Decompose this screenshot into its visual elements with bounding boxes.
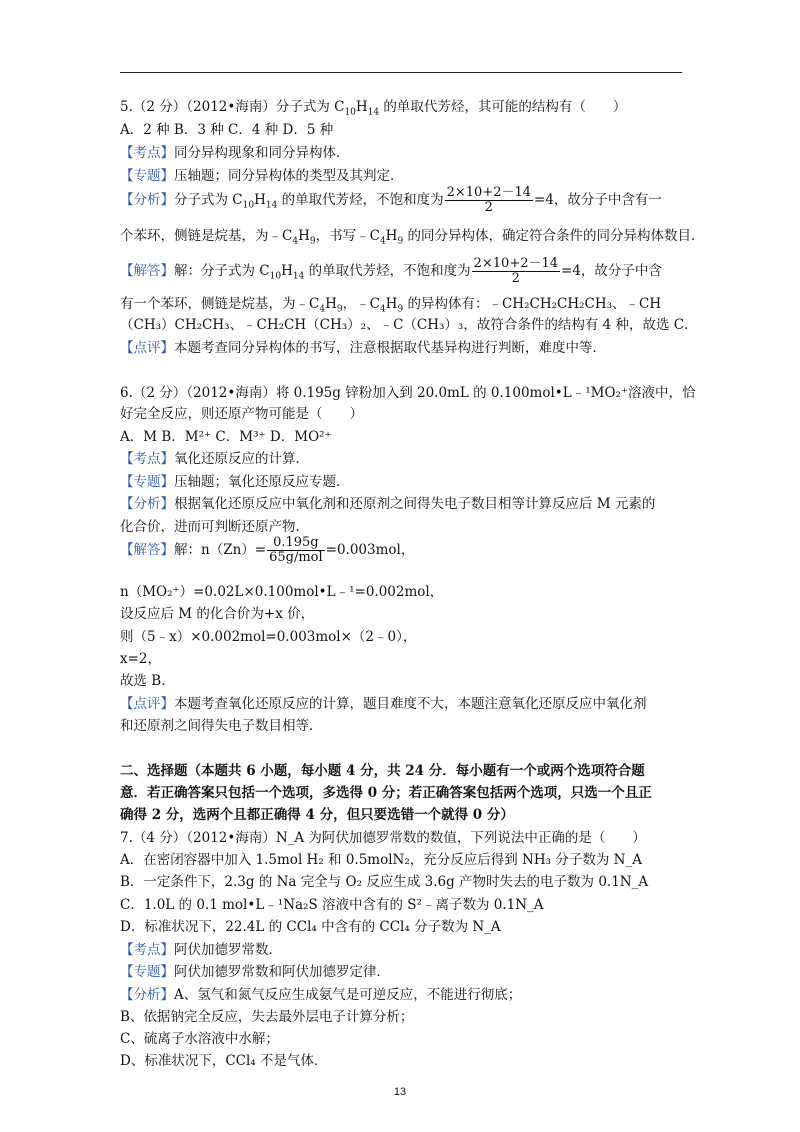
q6-fenxi-line2: 化合价，进而可判断还原产物． bbox=[120, 519, 309, 535]
q5-zhuanti: 【专题】压轴题；同分异构体的类型及其判定． bbox=[120, 168, 404, 184]
q7-fenxi-line4: D、标准状况下，CCl₄ 不是气体． bbox=[120, 1053, 328, 1069]
section2-heading-line1: 二、选择题（本题共 6 小题，每小题 4 分，共 24 分．每小题有一个或两个选项符合题 bbox=[120, 763, 645, 779]
q7-stem: 7.（4 分）（2012•海南）N_A 为阿伏加德罗常数的数值，下列说法中正确的是（ ） bbox=[120, 830, 646, 846]
q7-option-c: C．1.0L 的 0.1 mol•L﹣¹Na₂S 溶液中含有的 S²﹣离子数为 0.1N_A bbox=[120, 897, 544, 913]
q6-options: A．M B．M²⁺ C．M³⁺ D．MO²⁺ bbox=[120, 429, 332, 445]
q6-line4: 则（5﹣x）×0.002mol=0.003mol×（2﹣0）， bbox=[120, 629, 417, 645]
q5-fraction-1: $\frac{2\times 10+2-14}{2}$ bbox=[446, 185, 532, 215]
q6-line6: 故选 B． bbox=[120, 673, 175, 689]
q7-fenxi-line3: C、硫离子水溶液中水解； bbox=[120, 1031, 279, 1047]
q5-options: A．2 种 B．3 种 C．4 种 D．5 种 bbox=[120, 122, 334, 138]
q6-fraction: $\frac{0.195g}{\text{65g/mol}}$ bbox=[269, 535, 323, 565]
q5-fraction-2: $\frac{2\times 10+2-14}{2}$ bbox=[473, 256, 559, 286]
q6-line2: n（MO₂⁺）=0.02L×0.100mol•L﹣¹=0.002mol， bbox=[120, 584, 444, 600]
q6-jieda-line1: 【解答】解：n（Zn）= $\frac{0.195g}{\text{65g/mol}}$ =0.003mol， bbox=[120, 535, 415, 565]
q6-zhuanti: 【专题】压轴题；氧化还原反应专题． bbox=[120, 474, 350, 490]
q5-fenxi-line2: 个苯环，侧链是烷基，为$﹣C_4H_9$，书写$﹣C_4H_9$ 的同分异构体，确定符合条件的同分异构体数目． bbox=[120, 228, 705, 247]
page-number: 13 bbox=[393, 1086, 407, 1098]
q6-line5: x=2， bbox=[120, 651, 162, 667]
q7-option-a: A．在密闭容器中加入 1.5mol H₂ 和 0.5molN₂，充分反应后得到 NH₃ 分子数为 N_A bbox=[120, 852, 642, 868]
q6-kaodian: 【考点】氧化还原反应的计算． bbox=[120, 451, 309, 467]
section2-heading-line3: 确得 2 分，选两个且都正确得 4 分，但只要选错一个就得 0 分） bbox=[120, 807, 514, 823]
q5-jieda-line3: （CH₃）CH₂CH₃、﹣CH₂CH（CH₃）₂、﹣C（CH₃）₃，故符合条件的结构有 4 种，故选 C． bbox=[120, 317, 698, 333]
q7-option-d: D．标准状况下，22.4L 的 CCl₄ 中含有的 CCl₄ 分子数为 N_A bbox=[120, 919, 501, 935]
q7-fenxi-line1: 【分析】A、氢气和氮气反应生成氨气是可逆反应，不能进行彻底； bbox=[120, 987, 522, 1003]
q5-jieda-line2: 有一个苯环，侧链是烷基，为$﹣C_4H_9$，$﹣C_4H_9$ 的异构体有：﹣CH₂CH₂CH₂CH₃、﹣CH bbox=[120, 296, 662, 315]
q5-dianping: 【点评】本题考查同分异构体的书写，注意根据取代基异构进行判断，难度中等． bbox=[120, 340, 606, 356]
q5-kaodian: 【考点】同分异构现象和同分异构体． bbox=[120, 145, 350, 161]
q6-fenxi-line1: 【分析】根据氧化还原反应中氧化剂和还原剂之间得失电子数目相等计算反应后 M 元素的 bbox=[120, 496, 656, 512]
header-rule bbox=[120, 72, 682, 73]
q6-stem-line2: 好完全反应，则还原产物可能是（ ） bbox=[120, 406, 363, 422]
q7-kaodian: 【考点】阿伏加德罗常数． bbox=[120, 942, 282, 958]
q6-dianping-line2: 和还原剂之间得失电子数目相等． bbox=[120, 718, 323, 734]
q7-option-b: B．一定条件下，2.3g 的 Na 完全与 O₂ 反应生成 3.6g 产物时失去的电子数为 0.1N_A bbox=[120, 874, 649, 890]
q5-jieda-line1: 【解答】解：分子式为 $C_{10}H_{14}$ 的单取代芳烃，不饱和度为 $\frac{2\times 10+2-14}{2}$ =4，故分子中含 bbox=[120, 256, 662, 286]
q6-stem-line1: 6.（2 分）（2012•海南）将 0.195g 锌粉加入到 20.0mL 的 0.100mol•L﹣¹MO₂⁺溶液中，恰 bbox=[120, 385, 696, 401]
section2-heading-line2: 意．若正确答案只包括一个选项，多选得 0 分；若正确答案包括两个选项，只选一个且正 bbox=[120, 785, 652, 801]
q6-dianping-line1: 【点评】本题考查氧化还原反应的计算，题目难度不大，本题注意氧化还原反应中氧化剂 bbox=[120, 696, 647, 712]
q5-stem: 5.（2 分）（2012•海南）分子式为 $C_{10}H_{14}$ 的单取代芳烃，其可能的结构有（ ） bbox=[120, 99, 627, 118]
q7-fenxi-line2: B、依据钠完全反应，失去最外层电子计算分析； bbox=[120, 1009, 414, 1025]
q7-zhuanti: 【专题】阿伏加德罗常数和阿伏加德罗定律． bbox=[120, 964, 390, 980]
q6-line3: 设反应后 M 的化合价为+x 价， bbox=[120, 606, 315, 622]
q5-fenxi-line1: 【分析】分子式为 $C_{10}H_{14}$ 的单取代芳烃，不饱和度为 $\frac{2\times 10+2-14}{2}$ =4，故分子中含有一 bbox=[120, 185, 662, 215]
